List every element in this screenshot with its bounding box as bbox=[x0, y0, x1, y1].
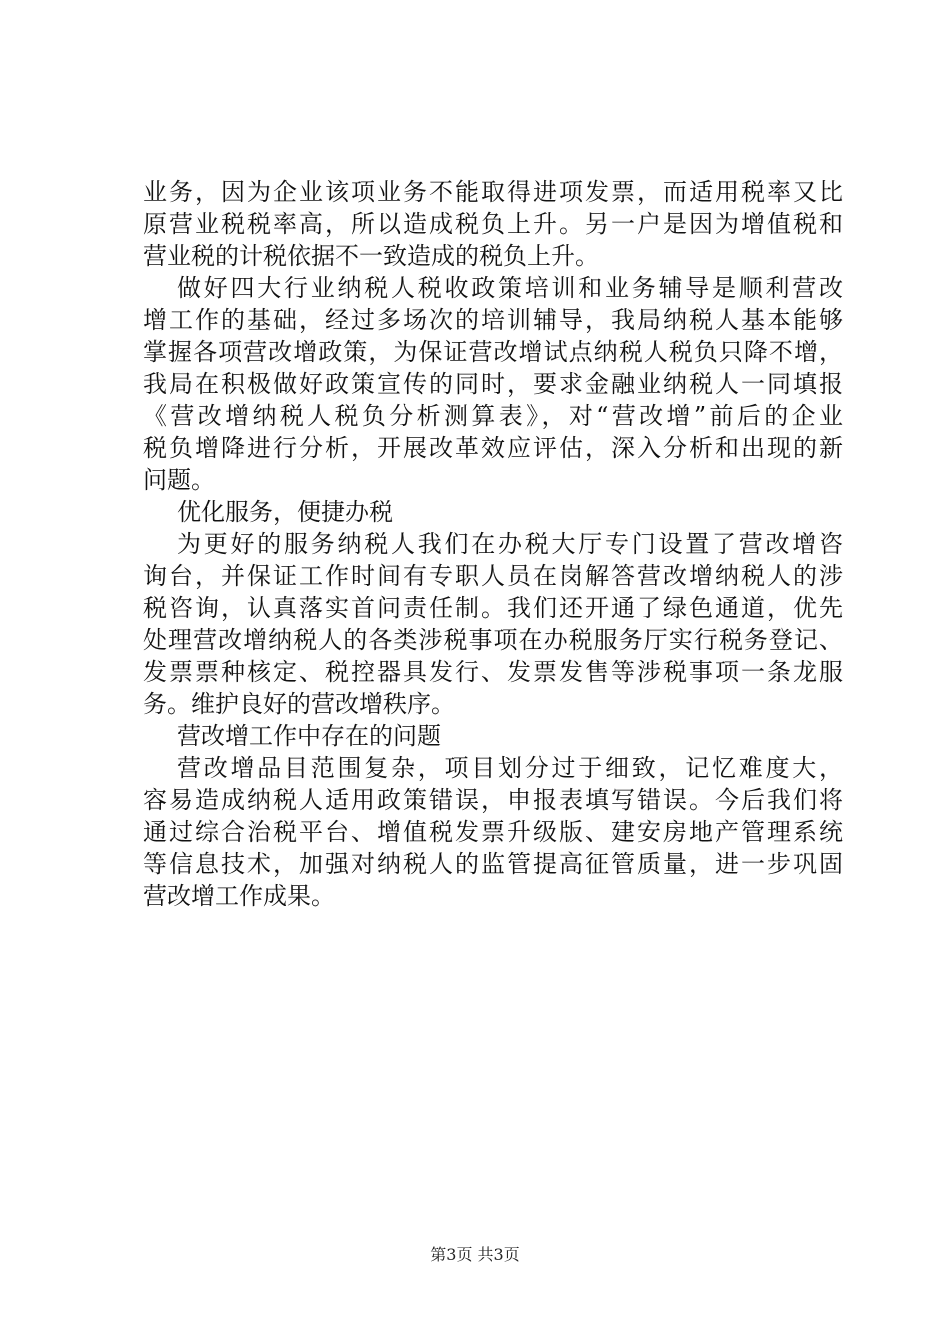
text-line: 税负增降进行分析，开展改革效应评估，深入分析和出现的新 bbox=[143, 434, 843, 462]
text-line: 税咨询，认真落实首问责任制。我们还开通了绿色通道，优先 bbox=[143, 594, 843, 622]
text-line: 营改增品目范围复杂，项目划分过于细致，记忆难度大， bbox=[177, 754, 843, 782]
paragraph bbox=[143, 176, 843, 272]
text-line: 营业税的计税依据不一致造成的税负上升。 bbox=[143, 242, 599, 270]
text-line: 增工作的基础，经过多场次的培训辅导，我局纳税人基本能够 bbox=[143, 306, 843, 334]
text-line: 处理营改增纳税人的各类涉税事项在办税服务厅实行税务登记、 bbox=[143, 626, 843, 654]
paragraph bbox=[143, 272, 843, 496]
paragraph bbox=[143, 528, 843, 720]
text-line: 做好四大行业纳税人税收政策培训和业务辅导是顺利营改 bbox=[177, 274, 843, 302]
text-line: 营改增工作中存在的问题 bbox=[177, 722, 441, 750]
text-line: 通过综合治税平台、增值税发票升级版、建安房地产管理系统 bbox=[143, 818, 843, 846]
text-line: 我局在积极做好政策宣传的同时，要求金融业纳税人一同填报 bbox=[143, 370, 843, 398]
text-line: 容易造成纳税人适用政策错误，申报表填写错误。今后我们将 bbox=[143, 786, 843, 814]
text-line: 为更好的服务纳税人我们在办税大厅专门设置了营改增咨 bbox=[177, 530, 843, 558]
text-line: 原营业税税率高，所以造成税负上升。另一户是因为增值税和 bbox=[143, 210, 843, 238]
text-line: 掌握各项营改增政策，为保证营改增试点纳税人税负只降不增， bbox=[143, 338, 843, 366]
section-heading bbox=[143, 496, 843, 528]
text-line: 等信息技术，加强对纳税人的监管提高征管质量，进一步巩固 bbox=[143, 850, 843, 878]
page-footer: 第3页 共3页 bbox=[430, 1245, 520, 1264]
text-line: 问题。 bbox=[143, 466, 215, 494]
text-line: 务。维护良好的营改增秩序。 bbox=[143, 690, 455, 718]
text-line: 优化服务，便捷办税 bbox=[177, 498, 393, 526]
text-line: 《营改增纳税人税负分析测算表》，对“营改增”前后的企业 bbox=[143, 402, 843, 430]
text-line: 发票票种核定、税控器具发行、发票发售等涉税事项一条龙服 bbox=[143, 658, 843, 686]
text-line: 营改增工作成果。 bbox=[143, 882, 335, 910]
section-heading bbox=[143, 720, 843, 752]
paragraph bbox=[143, 752, 843, 912]
text-line: 业务，因为企业该项业务不能取得进项发票，而适用税率又比 bbox=[143, 178, 843, 206]
body-text bbox=[143, 176, 843, 912]
text-line: 询台，并保证工作时间有专职人员在岗解答营改增纳税人的涉 bbox=[143, 562, 843, 590]
